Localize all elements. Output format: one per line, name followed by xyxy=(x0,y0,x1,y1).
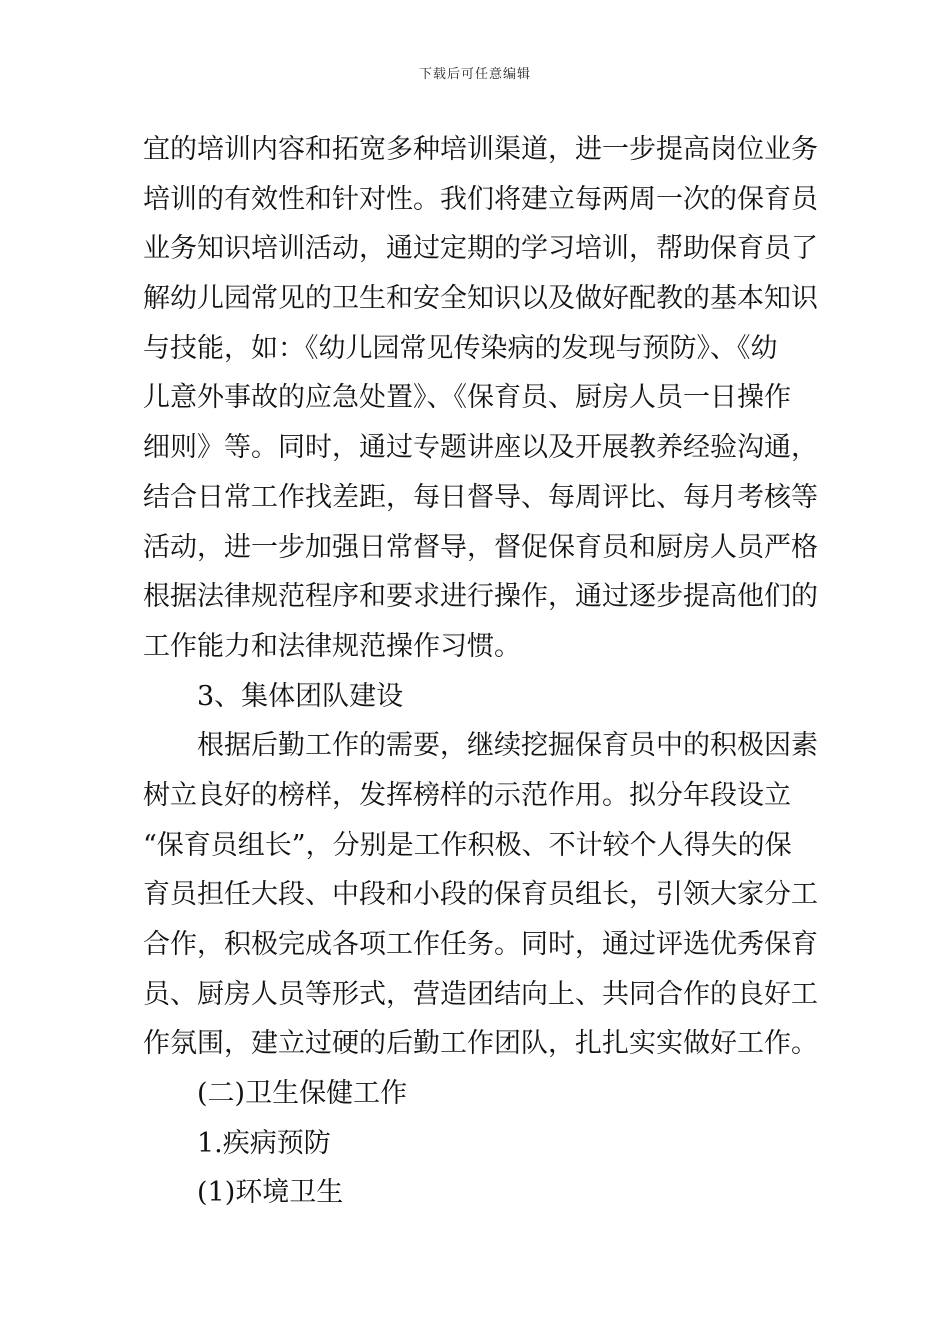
text-line: 宜的培训内容和拓宽多种培训渠道，进一步提高岗位业务 xyxy=(143,134,818,165)
text-line: 活动，进一步加强日常督导，督促保育员和厨房人员严格 xyxy=(143,531,818,563)
text-line: 根据法律规范程序和要求进行操作，通过逐步提高他们的 xyxy=(143,581,818,613)
subsection-heading-disease-prevention: 1.疾病预防 xyxy=(197,1127,331,1159)
subsubsection-heading-environment-hygiene: (1)环境卫生 xyxy=(197,1177,344,1209)
text-line: 根据后勤工作的需要，继续挖掘保育员中的积极因素 xyxy=(197,730,818,762)
page-header: 下载后可任意编辑 xyxy=(418,67,531,82)
text-line: 细则》等。同时，通过专题讲座以及开展教养经验沟通， xyxy=(143,432,818,464)
text-line: 树立良好的榜样，发挥榜样的示范作用。拟分年段设立 xyxy=(143,779,791,811)
text-line: 与技能，如：《幼儿园常见传染病的发现与预防》、《幼 xyxy=(143,332,778,364)
text-line: 培训的有效性和针对性。我们将建立每两周一次的保育员 xyxy=(143,183,818,215)
text-line: 作氛围，建立过硬的后勤工作团队，扎扎实实做好工作。 xyxy=(143,1028,818,1060)
text-line: 育员担任大段、中段和小段的保育员组长，引领大家分工 xyxy=(143,879,818,911)
document-body xyxy=(143,125,818,1218)
text-line: 解幼儿园常见的卫生和安全知识以及做好配教的基本知识 xyxy=(143,283,818,315)
paragraph-training xyxy=(143,125,818,672)
section-heading-health-care: (二)卫生保健工作 xyxy=(197,1078,408,1110)
text-line: “保育员组长”，分别是工作积极、不计较个人得失的保 xyxy=(143,829,792,861)
text-line: 业务知识培训活动，通过定期的学习培训，帮助保育员了 xyxy=(143,233,818,265)
text-line: 结合日常工作找差距，每日督导、每周评比、每月考核等 xyxy=(143,481,818,513)
text-line: 员、厨房人员等形式，营造团结向上、共同合作的良好工 xyxy=(143,978,818,1010)
text-line: 儿意外事故的应急处置》、《保育员、厨房人员一日操作 xyxy=(143,382,791,414)
section-heading-team-building: 3、集体团队建设 xyxy=(197,680,404,712)
text-line: 合作，积极完成各项工作任务。同时，通过评选优秀保育 xyxy=(143,929,818,960)
paragraph-team xyxy=(143,721,818,1069)
text-line: 工作能力和法律规范操作习惯。 xyxy=(143,630,521,662)
